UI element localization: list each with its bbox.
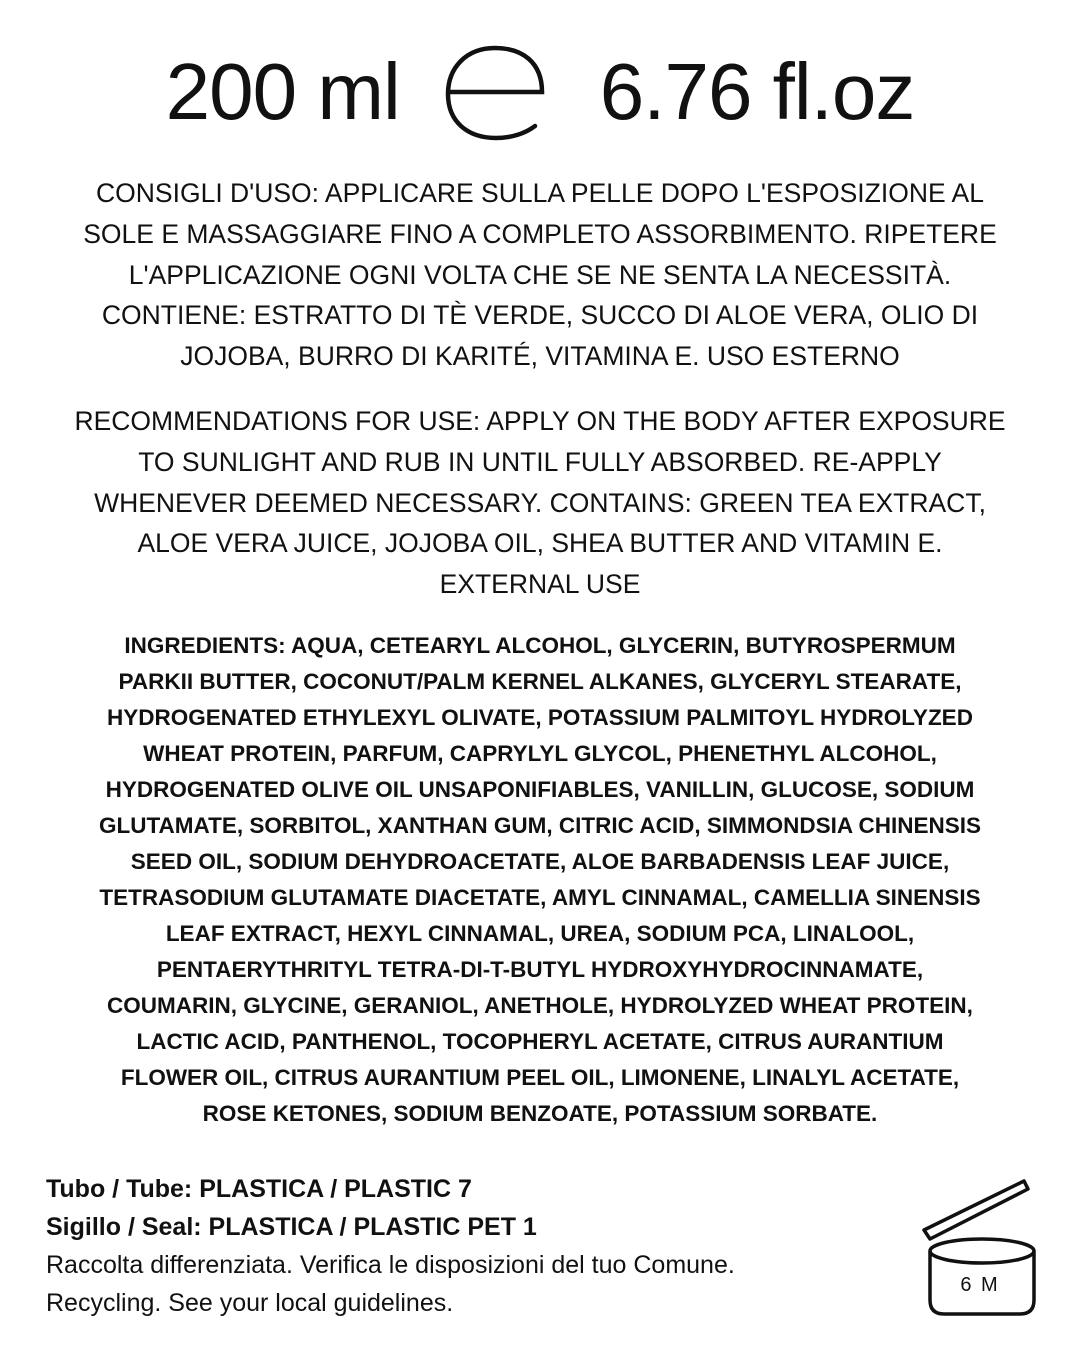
recycling-note-it: Raccolta differenziata. Verifica le disposizioni del tuo Comune. bbox=[46, 1251, 735, 1279]
ingredients-line: TETRASODIUM GLUTAMATE DIACETATE, AMYL CINNAMAL, CAMELLIA SINENSIS bbox=[99, 885, 981, 910]
period-after-opening bbox=[916, 1172, 1044, 1320]
usage-en-line: WHENEVER DEEMED NECESSARY. CONTAINS: GREEN TEA EXTRACT, bbox=[94, 487, 986, 518]
estimated-sign-icon bbox=[440, 42, 550, 142]
packaging-info bbox=[46, 1170, 735, 1322]
usage-it-line: CONTIENE: ESTRATTO DI TÈ VERDE, SUCCO DI ALOE VERA, OLIO DI bbox=[101, 300, 979, 331]
ingredients-line: WHEAT PROTEIN, PARFUM, CAPRYLYL GLYCOL, PHENETHYL ALCOHOL, bbox=[143, 741, 937, 766]
ingredients-line: LEAF EXTRACT, HEXYL CINNAMAL, UREA, SODIUM PCA, LINALOOL, bbox=[165, 921, 915, 946]
usage-it-line: SOLE E MASSAGGIARE FINO A COMPLETO ASSORBIMENTO. RIPETERE bbox=[83, 218, 997, 249]
usage-en-line: TO SUNLIGHT AND RUB IN UNTIL FULLY ABSORBED. RE-APPLY bbox=[138, 446, 942, 477]
ingredients-line: ROSE KETONES, SODIUM BENZOATE, POTASSIUM SORBATE. bbox=[202, 1101, 878, 1126]
ingredients-line: PENTAERYTHRITYL TETRA-DI-T-BUTYL HYDROXYHYDROCINNAMATE, bbox=[156, 957, 924, 982]
ingredients-line: HYDROGENATED OLIVE OIL UNSAPONIFIABLES, VANILLIN, GLUCOSE, SODIUM bbox=[105, 777, 975, 802]
ingredients-line: PARKII BUTTER, COCONUT/PALM KERNEL ALKANES, GLYCERYL STEARATE, bbox=[118, 669, 962, 694]
seal-material: Sigillo / Seal: PLASTICA / PLASTIC PET 1 bbox=[46, 1213, 537, 1241]
ingredients-list bbox=[30, 628, 1050, 1132]
ingredients-line: FLOWER OIL, CITRUS AURANTIUM PEEL OIL, LIMONENE, LINALYL ACETATE, bbox=[120, 1065, 960, 1090]
ingredients-line: GLUTAMATE, SORBITOL, XANTHAN GUM, CITRIC ACID, SIMMONDSIA CHINENSIS bbox=[98, 813, 982, 838]
usage-it-line: L'APPLICAZIONE OGNI VOLTA CHE SE NE SENTA LA NECESSITÀ. bbox=[128, 259, 952, 290]
usage-it-line: CONSIGLI D'USO: APPLICARE SULLA PELLE DOPO L'ESPOSIZIONE AL bbox=[96, 178, 984, 208]
ingredients-line: COUMARIN, GLYCINE, GERANIOL, ANETHOLE, HYDROLYZED WHEAT PROTEIN, bbox=[107, 993, 973, 1018]
recycling-note-en: Recycling. See your local guidelines. bbox=[46, 1289, 454, 1317]
tube-material: Tubo / Tube: PLASTICA / PLASTIC 7 bbox=[46, 1175, 472, 1203]
volume-header bbox=[0, 42, 1080, 142]
ingredients-line: HYDROGENATED ETHYLEXYL OLIVATE, POTASSIUM PALMITOYL HYDROLYZED bbox=[107, 705, 973, 730]
ingredients-line: SEED OIL, SODIUM DEHYDROACETATE, ALOE BARBADENSIS LEAF JUICE, bbox=[130, 849, 950, 874]
open-jar-icon bbox=[916, 1172, 1044, 1320]
usage-it-line: JOJOBA, BURRO DI KARITÉ, VITAMINA E. USO ESTERNO bbox=[180, 341, 900, 372]
usage-en-line: EXTERNAL USE bbox=[439, 569, 641, 600]
usage-instructions-en bbox=[30, 401, 1050, 605]
usage-en-line: ALOE VERA JUICE, JOJOBA OIL, SHEA BUTTER AND VITAMIN E. bbox=[137, 528, 943, 559]
volume-floz: 6.76 fl.oz bbox=[599, 47, 915, 136]
ingredients-line: LACTIC ACID, PANTHENOL, TOCOPHERYL ACETATE, CITRUS AURANTIUM bbox=[136, 1029, 944, 1054]
usage-en-line: RECOMMENDATIONS FOR USE: APPLY ON THE BODY AFTER EXPOSURE bbox=[74, 406, 1006, 436]
pao-label: 6 M bbox=[960, 1274, 1000, 1296]
usage-instructions-it bbox=[30, 173, 1050, 377]
volume-ml: 200 ml bbox=[165, 47, 400, 136]
ingredients-line: INGREDIENTS: AQUA, CETEARYL ALCOHOL, GLYCERIN, BUTYROSPERMUM bbox=[124, 633, 956, 658]
